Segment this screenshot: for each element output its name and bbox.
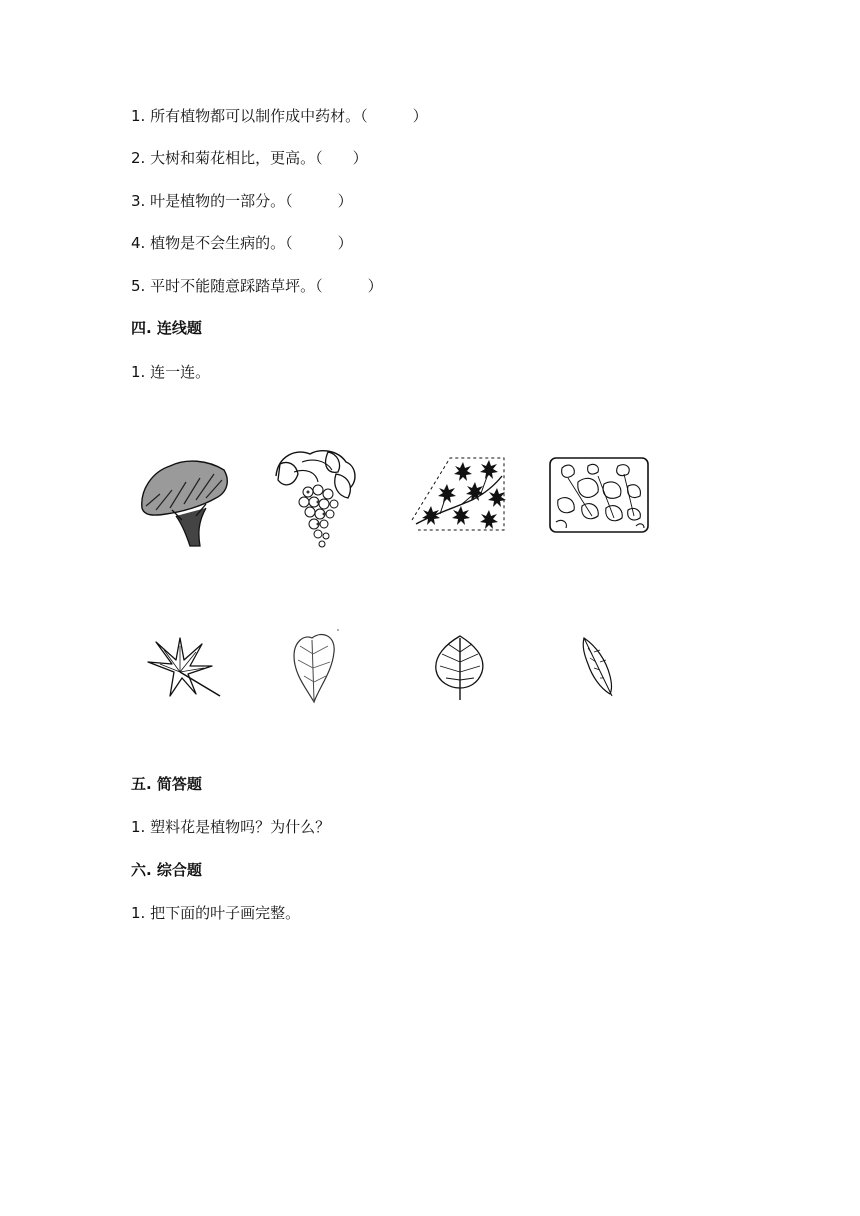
question-5: 5. 平时不能随意踩踏草坪。（ ）: [131, 277, 383, 295]
section-title-short-answer: 五. 简答题: [131, 775, 202, 793]
short-answer-question: 1. 塑料花是植物吗？为什么？: [131, 818, 331, 836]
question-2: 2. 大树和菊花相比，更高。（ ）: [131, 149, 368, 167]
question-1: 1. 所有植物都可以制作成中药材。（ ）: [131, 107, 428, 125]
question-3: 3. 叶是植物的一部分。（ ）: [131, 192, 353, 210]
ivy-leaves-icon[interactable]: [548, 456, 650, 534]
ovate-leaf-icon[interactable]: [432, 634, 488, 702]
section-title-comprehensive: 六. 综合题: [131, 861, 202, 879]
question-4: 4. 植物是不会生病的。（ ）: [131, 234, 353, 252]
section-title-matching: 四. 连线题: [131, 319, 202, 337]
matching-question: 1. 连一连。: [131, 363, 211, 381]
heart-leaf-icon[interactable]: [290, 628, 340, 704]
flowering-vine-icon[interactable]: [272, 446, 358, 552]
comprehensive-question: 1. 把下面的叶子画完整。: [131, 904, 301, 922]
maple-leaf-icon[interactable]: [144, 636, 224, 702]
maple-branch-icon[interactable]: [410, 454, 506, 534]
narrow-leaf-icon[interactable]: [578, 636, 618, 698]
willow-tree-icon[interactable]: [136, 450, 232, 548]
